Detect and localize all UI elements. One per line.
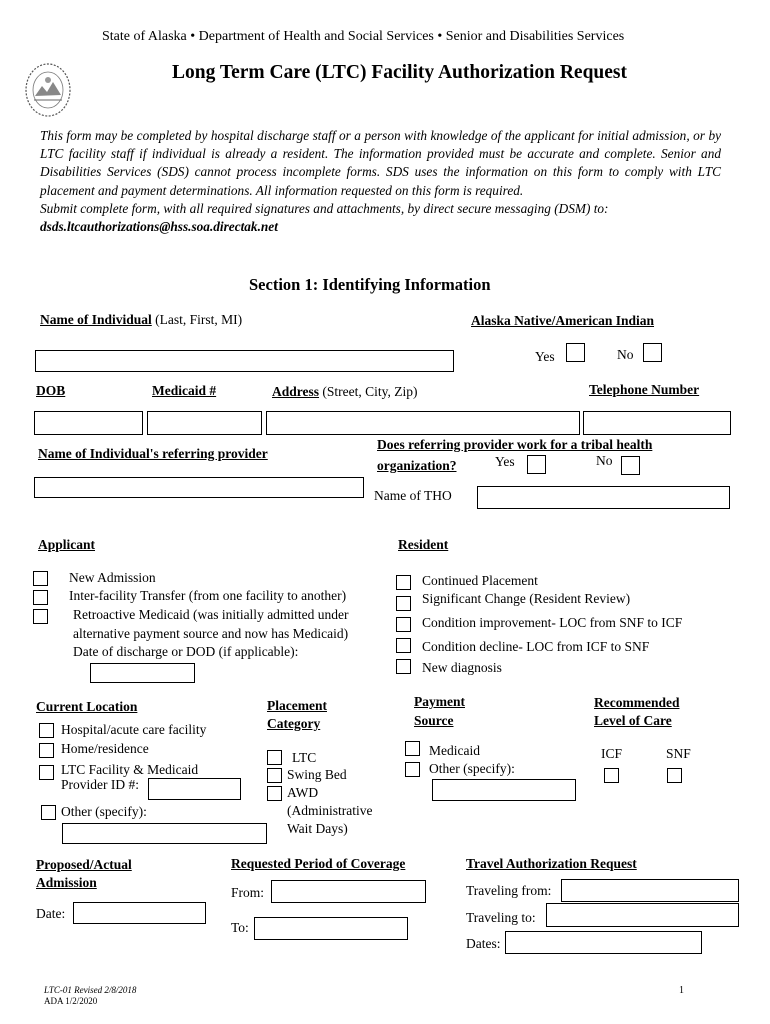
coverage-from-label: From: — [231, 885, 265, 900]
name-input[interactable] — [35, 350, 454, 372]
provider-id-label: Provider ID #: — [61, 777, 139, 792]
tho-input[interactable] — [477, 486, 730, 509]
tribal-yes-label: Yes — [495, 454, 515, 469]
inter-facility-label: Inter-facility Transfer (from one facility to another) — [69, 588, 347, 603]
payment-other-label: Other (specify): — [429, 761, 515, 776]
native-yes-label: Yes — [535, 349, 555, 364]
resident-title: Resident — [398, 537, 449, 552]
name-label: Name of Individual — [40, 312, 152, 327]
awd-label-line-2: (Administrative — [287, 803, 373, 818]
condition-improvement-label: Condition improvement- LOC from SNF to ICF — [422, 615, 683, 630]
continued-placement-checkbox[interactable] — [396, 575, 411, 590]
retroactive-line-1: Retroactive Medicaid (was initially admitted under — [73, 607, 349, 622]
ltc-facility-label: LTC Facility & Medicaid — [61, 762, 199, 777]
referring-provider-input[interactable] — [34, 477, 364, 498]
coverage-to-input[interactable] — [254, 917, 408, 940]
tribal-question-line-2: organization? — [377, 458, 457, 473]
provider-id-input[interactable] — [148, 778, 241, 800]
intro-paragraph-1: This form may be completed by hospital discharge staff or a person with knowledge of the applicant for initial admission, or by LTC facility staff if individual is already a resident. The information provided must be accurate and complete. Senior and Disabilities Services (SDS) cannot process incomplete forms. SDS uses the information on this form to comply with LTC placement and payment determinations. All information requested on this form is required. — [40, 128, 721, 198]
condition-decline-checkbox[interactable] — [396, 638, 411, 653]
traveling-to-input[interactable] — [546, 903, 739, 927]
tribal-no-label: No — [596, 453, 613, 468]
intro-text — [40, 127, 721, 236]
loc-title-line-2: Level of Care — [594, 713, 672, 728]
dob-input[interactable] — [34, 411, 143, 435]
native-label: Alaska Native/American Indian — [471, 313, 655, 328]
admission-date-input[interactable] — [73, 902, 206, 924]
icf-checkbox[interactable] — [604, 768, 619, 783]
state-seal-icon — [24, 62, 72, 118]
tribal-yes-checkbox[interactable] — [527, 455, 546, 474]
hospital-checkbox[interactable] — [39, 723, 54, 738]
tribal-no-checkbox[interactable] — [621, 456, 640, 475]
phone-label: Telephone Number — [589, 382, 700, 397]
address-label-row — [272, 384, 418, 400]
new-admission-checkbox[interactable] — [33, 571, 48, 586]
placement-ltc-checkbox[interactable] — [267, 750, 282, 765]
loc-title-line-1: Recommended — [594, 695, 680, 710]
address-hint: (Street, City, Zip) — [319, 384, 418, 399]
payment-medicaid-checkbox[interactable] — [405, 741, 420, 756]
payment-title-line-2: Source — [414, 713, 454, 728]
payment-title-line-1: Payment — [414, 694, 465, 709]
admission-date-label: Date: — [36, 906, 66, 921]
discharge-date-label: Date of discharge or DOD (if applicable): — [73, 644, 299, 659]
home-label: Home/residence — [61, 741, 149, 756]
significant-change-checkbox[interactable] — [396, 596, 411, 611]
travel-title: Travel Authorization Request — [466, 856, 637, 871]
awd-checkbox[interactable] — [267, 786, 282, 801]
medicaid-input[interactable] — [147, 411, 262, 435]
hospital-label: Hospital/acute care facility — [61, 722, 207, 737]
new-diagnosis-checkbox[interactable] — [396, 659, 411, 674]
payment-other-input[interactable] — [432, 779, 576, 801]
new-admission-label: New Admission — [69, 570, 156, 585]
current-location-title: Current Location — [36, 699, 138, 714]
condition-decline-label: Condition decline- LOC from ICF to SNF — [422, 639, 650, 654]
admission-title-line-1: Proposed/Actual — [36, 857, 132, 872]
travel-dates-label: Dates: — [466, 936, 501, 951]
swing-bed-label: Swing Bed — [287, 767, 347, 782]
section-1-title: Section 1: Identifying Information — [249, 275, 491, 294]
tribal-question-line-1: Does referring provider work for a tribal health — [377, 437, 653, 452]
address-input[interactable] — [266, 411, 580, 435]
travel-dates-input[interactable] — [505, 931, 702, 954]
location-other-input[interactable] — [62, 823, 267, 844]
address-label: Address — [272, 384, 320, 399]
payment-medicaid-label: Medicaid — [429, 743, 480, 758]
native-no-label: No — [617, 347, 634, 362]
coverage-title: Requested Period of Coverage — [231, 856, 406, 871]
coverage-from-input[interactable] — [271, 880, 426, 903]
awd-label: AWD — [287, 785, 319, 800]
ltc-facility-checkbox[interactable] — [39, 765, 54, 780]
intro-paragraph-2: Submit complete form, with all required signatures and attachments, by direct secure messaging (DSM) to: — [40, 200, 609, 216]
location-other-label: Other (specify): — [61, 804, 147, 819]
medicaid-label: Medicaid # — [152, 383, 217, 398]
coverage-to-label: To: — [231, 920, 249, 935]
referring-provider-label: Name of Individual's referring provider — [38, 446, 268, 461]
ada-note: ADA 1/2/2020 — [44, 996, 98, 1006]
agency-line: State of Alaska • Department of Health and Social Services • Senior and Disabilities Services — [102, 29, 625, 44]
traveling-to-label: Traveling to: — [466, 910, 536, 925]
continued-placement-label: Continued Placement — [422, 573, 538, 588]
condition-improvement-checkbox[interactable] — [396, 617, 411, 632]
form-title: Long Term Care (LTC) Facility Authorization Request — [172, 62, 628, 83]
discharge-date-input[interactable] — [90, 663, 195, 683]
native-no-checkbox[interactable] — [643, 343, 662, 362]
revision-note: LTC-01 Revised 2/8/2018 — [44, 985, 137, 995]
snf-label: SNF — [666, 746, 691, 761]
significant-change-label: Significant Change (Resident Review) — [422, 591, 631, 606]
location-other-checkbox[interactable] — [41, 805, 56, 820]
traveling-from-label: Traveling from: — [466, 883, 552, 898]
icf-label: ICF — [601, 746, 623, 761]
swing-bed-checkbox[interactable] — [267, 768, 282, 783]
payment-other-checkbox[interactable] — [405, 762, 420, 777]
placement-ltc-label: LTC — [292, 750, 317, 765]
name-label-row — [40, 312, 242, 328]
retroactive-medicaid-checkbox[interactable] — [33, 609, 48, 624]
phone-input[interactable] — [583, 411, 731, 435]
home-checkbox[interactable] — [39, 743, 54, 758]
dob-label: DOB — [36, 383, 66, 398]
traveling-from-input[interactable] — [561, 879, 739, 902]
page-number: 1 — [679, 985, 684, 996]
name-hint: (Last, First, MI) — [151, 312, 243, 327]
new-diagnosis-label: New diagnosis — [422, 660, 502, 675]
submit-email[interactable]: dsds.ltcauthorizations@hss.soa.directak.net — [40, 219, 278, 235]
native-yes-checkbox[interactable] — [566, 343, 585, 362]
inter-facility-checkbox[interactable] — [33, 590, 48, 605]
awd-label-line-3: Wait Days) — [287, 821, 348, 836]
retroactive-line-2: alternative payment source and now has Medicaid) — [73, 626, 349, 641]
applicant-title: Applicant — [38, 537, 96, 552]
snf-checkbox[interactable] — [667, 768, 682, 783]
tho-label: Name of THO — [374, 488, 452, 503]
admission-title-line-2: Admission — [36, 875, 97, 890]
placement-title-line-1: Placement — [267, 698, 327, 713]
placement-title-line-2: Category — [267, 716, 321, 731]
